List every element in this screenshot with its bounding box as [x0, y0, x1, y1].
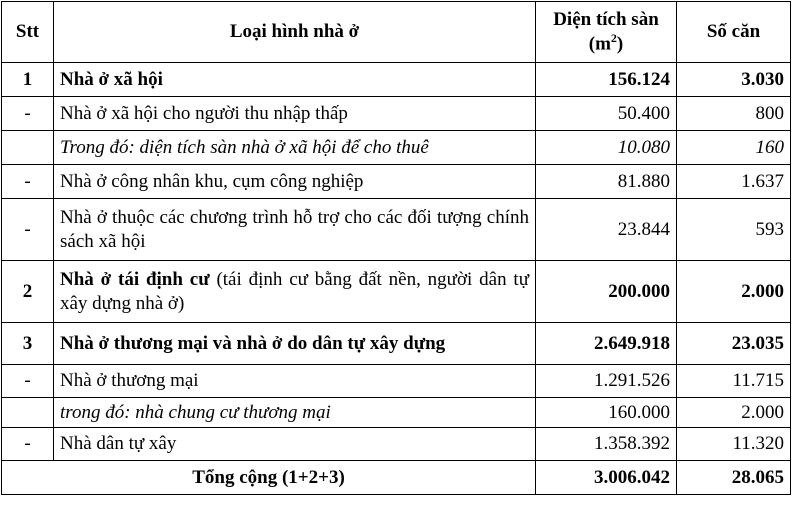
row-area: 81.880 — [536, 165, 677, 199]
total-row — [2, 461, 791, 495]
row-count: 160 — [677, 131, 791, 165]
header-type: Loại hình nhà ở — [54, 2, 536, 63]
row-stt: - — [2, 97, 54, 131]
table-row — [2, 323, 791, 365]
table-row — [2, 261, 791, 323]
row-count: 11.715 — [677, 365, 791, 398]
header-area-post: ) — [616, 33, 624, 55]
row-stt: - — [2, 199, 54, 261]
row-count: 23.035 — [677, 323, 791, 365]
total-count: 28.065 — [677, 461, 791, 495]
row-count: 593 — [677, 199, 791, 261]
row-name: Nhà ở xã hội — [54, 63, 536, 97]
row-stt: 3 — [2, 323, 54, 365]
row-count: 3.030 — [677, 63, 791, 97]
row-area: 1.291.526 — [536, 365, 677, 398]
header-area-pre: (m — [588, 33, 611, 55]
row-stt — [2, 131, 54, 165]
header-stt: Stt — [2, 2, 54, 63]
row-name-bold: Nhà ở tái định cư — [60, 268, 210, 290]
row-stt: - — [2, 428, 54, 461]
row-area: 160.000 — [536, 398, 677, 428]
row-name: Nhà ở thuộc các chương trình hỗ trợ cho các đối tượng chính sách xã hội — [54, 199, 536, 261]
row-area: 10.080 — [536, 131, 677, 165]
row-name — [54, 261, 536, 323]
table-row — [2, 97, 791, 131]
table-row — [2, 199, 791, 261]
total-area: 3.006.042 — [536, 461, 677, 495]
row-area: 23.844 — [536, 199, 677, 261]
row-area: 200.000 — [536, 261, 677, 323]
header-count: Số căn — [677, 2, 791, 63]
header-area-sup: 2 — [610, 31, 617, 46]
row-count: 2.000 — [677, 261, 791, 323]
row-stt: 1 — [2, 63, 54, 97]
row-stt — [2, 398, 54, 428]
row-stt: - — [2, 365, 54, 398]
housing-table — [1, 1, 791, 495]
row-name: trong đó: nhà chung cư thương mại — [54, 398, 536, 428]
row-name: Nhà ở công nhân khu, cụm công nghiệp — [54, 165, 536, 199]
table-row — [2, 165, 791, 199]
header-area-line1: Diện tích sàn — [553, 8, 659, 30]
table-row — [2, 428, 791, 461]
table-row — [2, 365, 791, 398]
row-name-rest: (tái định cư bằng đất nền, người dân tự xây dựng nhà ở) — [60, 268, 529, 314]
row-count: 2.000 — [677, 398, 791, 428]
row-name: Nhà ở thương mại — [54, 365, 536, 398]
table-row — [2, 131, 791, 165]
row-stt: - — [2, 165, 54, 199]
row-name: Nhà ở xã hội cho người thu nhập thấp — [54, 97, 536, 131]
row-count: 1.637 — [677, 165, 791, 199]
row-area: 156.124 — [536, 63, 677, 97]
table-row — [2, 63, 791, 97]
row-name: Nhà ở thương mại và nhà ở do dân tự xây dựng — [54, 323, 536, 365]
header-row — [2, 2, 791, 63]
header-area — [536, 2, 677, 63]
row-area: 2.649.918 — [536, 323, 677, 365]
row-name: Trong đó: diện tích sàn nhà ở xã hội để cho thuê — [54, 131, 536, 165]
row-count: 11.320 — [677, 428, 791, 461]
table-row — [2, 398, 791, 428]
row-count: 800 — [677, 97, 791, 131]
row-area: 50.400 — [536, 97, 677, 131]
row-area: 1.358.392 — [536, 428, 677, 461]
total-label: Tổng cộng (1+2+3) — [2, 461, 536, 495]
row-name: Nhà dân tự xây — [54, 428, 536, 461]
row-stt: 2 — [2, 261, 54, 323]
